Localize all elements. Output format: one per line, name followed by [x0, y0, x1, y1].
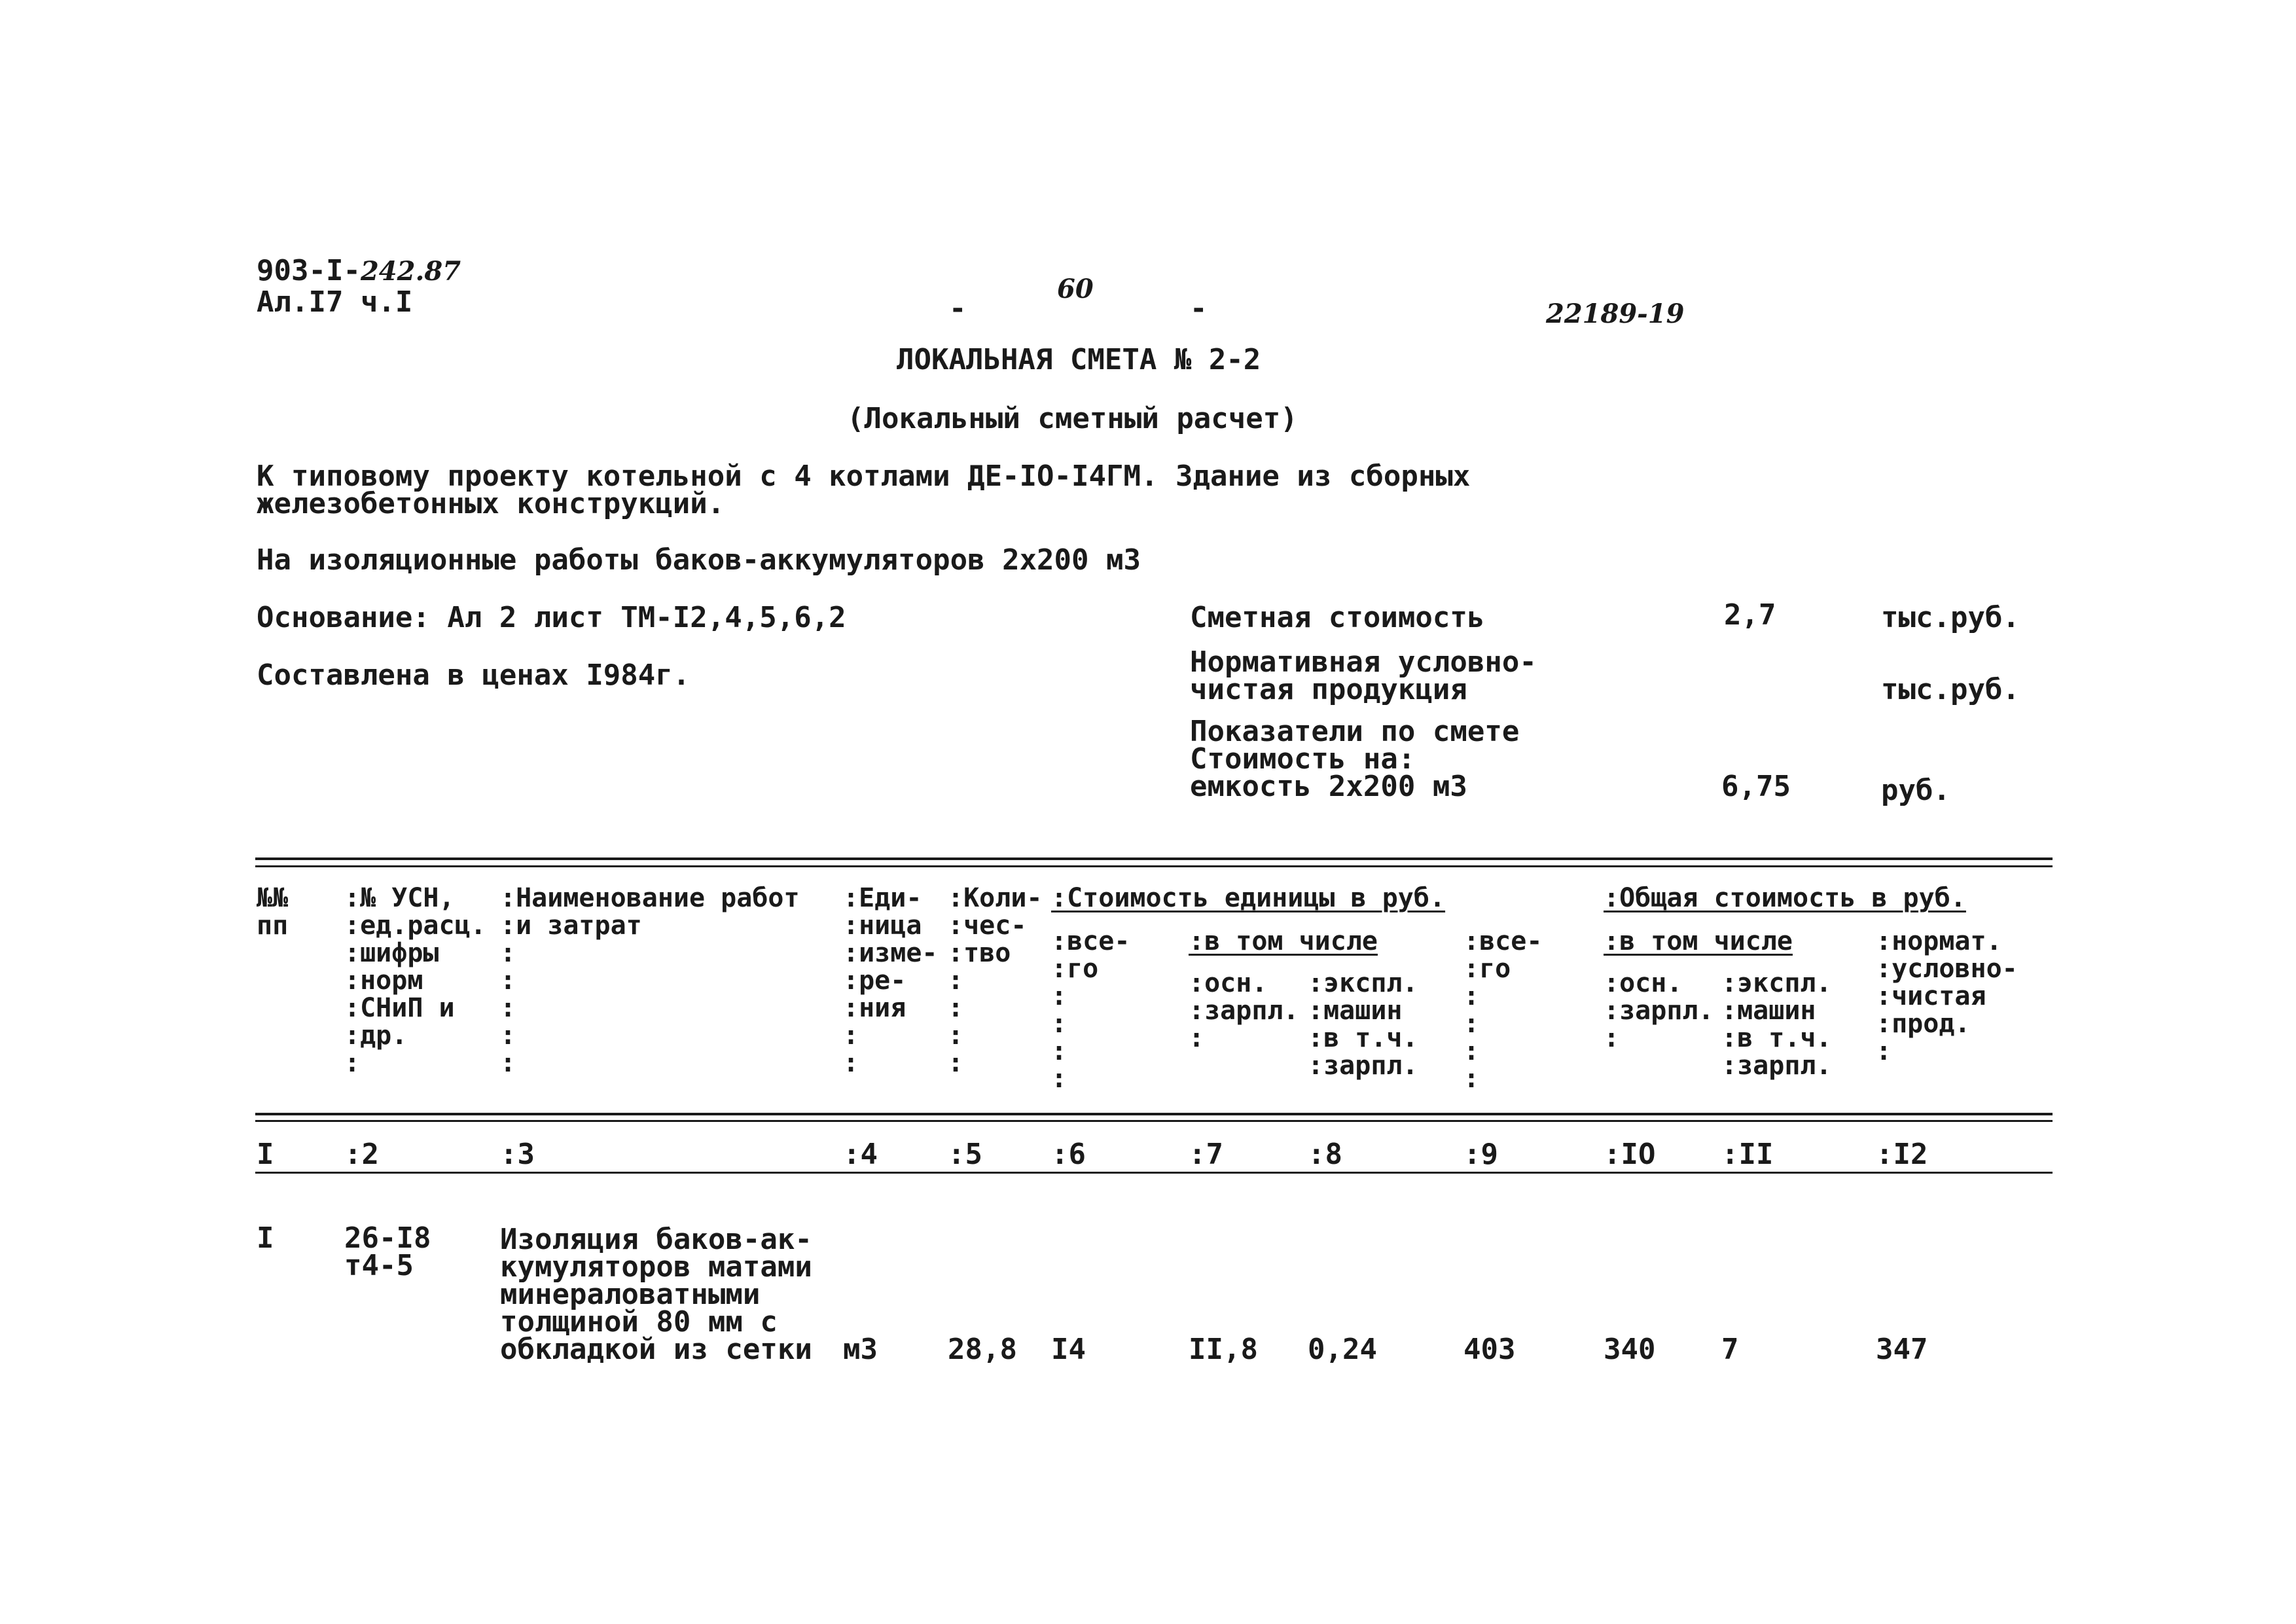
col-6-header-5: :: [1051, 1036, 1067, 1066]
col-12-header-4: :прод.: [1876, 1009, 1971, 1039]
col-3-header-3: :: [500, 938, 516, 968]
indicators-label-1: Показатели по смете: [1190, 715, 1520, 748]
col-4-header-5: :ния: [843, 993, 906, 1023]
col-10-header-1: :осн.: [1604, 968, 1683, 998]
row-unit-wage: II,8: [1189, 1333, 1258, 1366]
col-5-header-5: :: [948, 993, 964, 1023]
document-code: [257, 254, 461, 287]
row-number: I: [257, 1221, 274, 1255]
row-unit: м3: [843, 1333, 878, 1366]
row-name-line-1: Изоляция баков-ак-: [500, 1223, 812, 1256]
row-name-line-2: кумуляторов матами: [500, 1250, 812, 1284]
col-2-header-5: :СНиП и: [344, 993, 455, 1023]
col-11-header-1: :экспл.: [1721, 968, 1832, 998]
project-description-line-1: К типовому проекту котельной с 4 котлами ДЕ-IO-I4ГМ. Здание из сборных: [257, 460, 1471, 493]
col-3-header-7: :: [500, 1048, 516, 1078]
col-6-header-1: :все-: [1051, 926, 1130, 956]
col-2-header-1: :№ УСН,: [344, 883, 455, 913]
col-11-header-2: :машин: [1721, 996, 1816, 1026]
col-3-header-4: :: [500, 965, 516, 996]
col-9-header-2: :го: [1463, 954, 1511, 984]
col-7-header-3: :: [1189, 1023, 1205, 1053]
col-number-8: :8: [1308, 1138, 1342, 1171]
works-description: На изоляционные работы баков-аккумуляторов 2х200 м3: [257, 543, 1141, 577]
col-10-header-2: :зарпл.: [1604, 996, 1714, 1026]
page-dash-right: -: [1190, 292, 1208, 325]
col-3-header-2: :и затрат: [500, 911, 642, 941]
col-5-header-3: :тво: [948, 938, 1011, 968]
col-number-12: :I2: [1876, 1138, 1928, 1171]
document-subtitle: (Локальный сметный расчет): [847, 402, 1298, 435]
unit-cost-incl-header: :в том числе: [1189, 926, 1378, 956]
col-12-header-5: :: [1876, 1036, 1892, 1066]
table-top-rule-1: [255, 857, 2053, 860]
col-number-5: :5: [948, 1138, 982, 1171]
col-6-header-4: :: [1051, 1009, 1067, 1039]
col-number-3: :3: [500, 1138, 535, 1171]
norm-product-unit: тыс.руб.: [1881, 673, 2020, 706]
indicator-value: 6,75: [1721, 770, 1791, 803]
row-name-line-5: обкладкой из сетки: [500, 1333, 812, 1366]
col-3-header-6: :: [500, 1020, 516, 1051]
col-7-header-1: :осн.: [1189, 968, 1268, 998]
norm-product-label-1: Нормативная условно-: [1190, 645, 1537, 679]
col-4-header-7: :: [843, 1048, 859, 1078]
col-2-header-2: :ед.расц.: [344, 911, 486, 941]
col-11-header-3: :в т.ч.: [1721, 1023, 1832, 1053]
col-6-header-6: :: [1051, 1064, 1067, 1094]
col-6-header-3: :: [1051, 981, 1067, 1011]
col-9-header-6: :: [1463, 1064, 1480, 1094]
col-1-header-1: №№: [257, 883, 289, 913]
col-2-header-6: :др.: [344, 1020, 408, 1051]
row-quantity: 28,8: [948, 1333, 1017, 1366]
indicator-unit: руб.: [1881, 774, 1950, 807]
col-4-header-6: :: [843, 1020, 859, 1051]
col-12-header-1: :нормат.: [1876, 926, 2002, 956]
col-number-1: I: [257, 1138, 274, 1171]
col-8-header-4: :зарпл.: [1308, 1051, 1418, 1081]
basis-line: Основание: Ал 2 лист ТМ-I2,4,5,6,2: [257, 601, 846, 634]
indicators-label-3: емкость 2х200 м3: [1190, 770, 1467, 803]
col-7-header-2: :зарпл.: [1189, 996, 1299, 1026]
col-9-header-1: :все-: [1463, 926, 1543, 956]
col-2-header-7: :: [344, 1048, 361, 1078]
row-unit-machines: 0,24: [1308, 1333, 1377, 1366]
document-number-handwritten: 22189-19: [1546, 298, 1685, 329]
col-8-header-1: :экспл.: [1308, 968, 1418, 998]
col-number-11: :II: [1721, 1138, 1774, 1171]
col-5-header-7: :: [948, 1048, 964, 1078]
col-5-header-6: :: [948, 1020, 964, 1051]
page-number: 60: [1057, 274, 1094, 304]
row-total-machines: 7: [1721, 1333, 1739, 1366]
row-total-wage: 340: [1604, 1333, 1656, 1366]
unit-cost-group-header: :Стоимость единицы в руб.: [1051, 883, 1446, 913]
total-cost-incl-header: :в том числе: [1604, 926, 1793, 956]
table-header-rule-2: [255, 1120, 2053, 1122]
col-number-7: :7: [1189, 1138, 1223, 1171]
indicators-label-2: Стоимость на:: [1190, 742, 1416, 776]
col-8-header-3: :в т.ч.: [1308, 1023, 1418, 1053]
project-description-line-2: железобетонных конструкций.: [257, 487, 725, 520]
row-norm-product: 347: [1876, 1333, 1928, 1366]
col-5-header-1: :Коли-: [948, 883, 1043, 913]
col-11-header-4: :зарпл.: [1721, 1051, 1832, 1081]
col-9-header-4: :: [1463, 1009, 1480, 1039]
row-code-1: 26-I8: [344, 1221, 431, 1255]
col-6-header-2: :го: [1051, 954, 1099, 984]
col-5-header-4: :: [948, 965, 964, 996]
col-4-header-3: :изме-: [843, 938, 938, 968]
document-code-handwritten: 242.87: [360, 256, 461, 287]
document-code-printed: 903-I-: [257, 254, 361, 287]
norm-product-label-2: чистая продукция: [1190, 673, 1467, 706]
col-8-header-2: :машин: [1308, 996, 1403, 1026]
document-title: ЛОКАЛЬНАЯ СМЕТА № 2-2: [897, 343, 1261, 376]
col-1-header-2: пп: [257, 911, 289, 941]
col-number-4: :4: [843, 1138, 878, 1171]
row-name-line-4: толщиной 80 мм с: [500, 1305, 778, 1339]
table-top-rule-2: [255, 865, 2053, 867]
col-4-header-1: :Еди-: [843, 883, 922, 913]
col-5-header-2: :чес-: [948, 911, 1027, 941]
col-number-9: :9: [1463, 1138, 1498, 1171]
page-dash-left: -: [949, 292, 967, 325]
col-number-10: :IO: [1604, 1138, 1656, 1171]
col-4-header-2: :ница: [843, 911, 922, 941]
col-2-header-3: :шифры: [344, 938, 439, 968]
col-number-2: :2: [344, 1138, 379, 1171]
total-cost-group-header: :Общая стоимость в руб.: [1604, 883, 1966, 913]
col-12-header-3: :чистая: [1876, 981, 1986, 1011]
row-unit-total: I4: [1051, 1333, 1086, 1366]
row-name-line-3: минераловатными: [500, 1278, 761, 1311]
prices-line: Составлена в ценах I984г.: [257, 659, 691, 692]
col-10-header-3: :: [1604, 1023, 1620, 1053]
table-colnum-rule: [255, 1172, 2053, 1174]
col-number-6: :6: [1051, 1138, 1086, 1171]
col-12-header-2: :условно-: [1876, 954, 2018, 984]
col-9-header-3: :: [1463, 981, 1480, 1011]
estimated-cost-label: Сметная стоимость: [1190, 601, 1485, 634]
estimated-cost-value: 2,7: [1724, 598, 1776, 632]
col-4-header-4: :ре-: [843, 965, 906, 996]
col-3-header-1: :Наименование работ: [500, 883, 800, 913]
estimated-cost-unit: тыс.руб.: [1881, 601, 2020, 634]
col-9-header-5: :: [1463, 1036, 1480, 1066]
album-reference: Ал.I7 ч.I: [257, 285, 413, 319]
col-3-header-5: :: [500, 993, 516, 1023]
col-2-header-4: :норм: [344, 965, 423, 996]
row-total: 403: [1463, 1333, 1516, 1366]
row-code-2: т4-5: [344, 1249, 414, 1282]
table-header-rule-1: [255, 1113, 2053, 1115]
